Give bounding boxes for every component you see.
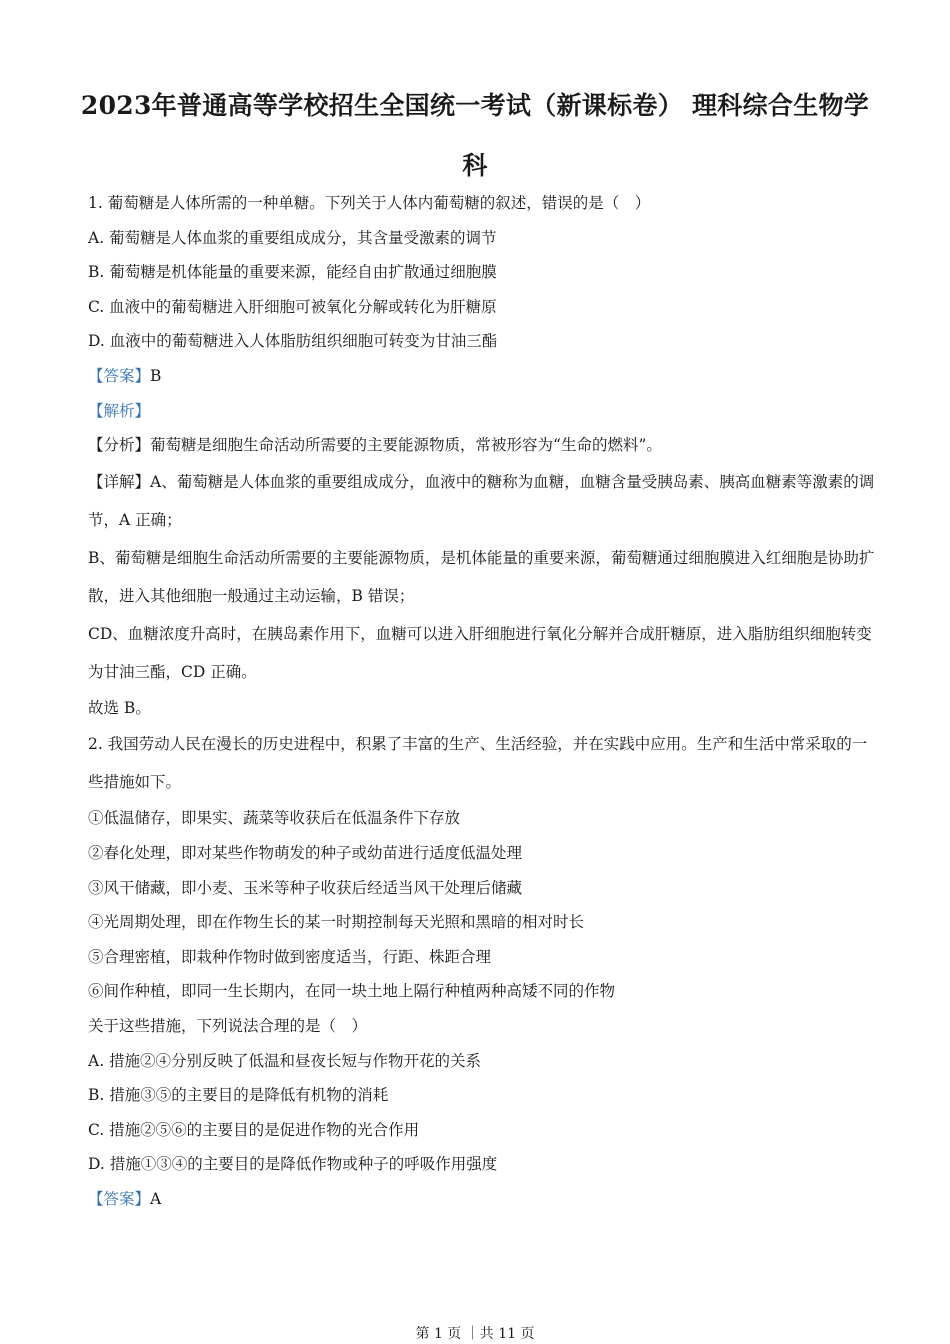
fenxi-text: 葡萄糖是细胞生命活动所需要的主要能源物质，常被形容为“生命的燃料”。 [150,436,662,455]
document-body [88,186,878,1216]
question-1-conclusion: 故选 B。 [88,698,151,717]
question-2-measure-1: ①低温储存，即果实、蔬菜等收获后在低温条件下存放 [88,809,461,828]
answer-tag: 【答案】 [88,1189,151,1208]
analysis-tag: 【解析】 [88,401,151,420]
page-footer: 第 1 页 ｜共 11 页 [415,1326,535,1342]
question-2-option-a: A. 措施②④分别反映了低温和昼夜长短与作物开花的关系 [88,1051,482,1070]
fenxi-tag: 【分析】 [88,436,151,455]
question-1-detail-cd: CD、血糖浓度升高时，在胰岛素作用下，血糖可以进入肝细胞进行氧化分解并合成肝糖原，进入脂肪组织细胞转变为甘油三酯，CD 正确。 [88,624,872,681]
question-2-measure-5: ⑤合理密植，即栽种作物时做到密度适当，行距、株距合理 [88,947,492,966]
answer-value: B [150,366,162,385]
answer-value: A [150,1189,162,1208]
question-1-analysis-heading [88,394,878,429]
question-2-answer [88,1182,878,1217]
question-2-measure-3: ③风干储藏，即小麦、玉米等种子收获后经适当风干处理后储藏 [88,878,523,897]
question-2-measure-2: ②春化处理，即对某些作物萌发的种子或幼苗进行适度低温处理 [88,843,523,862]
question-2-option-d: D. 措施①③④的主要目的是降低作物或种子的呼吸作用强度 [88,1155,498,1174]
question-1-option-d: D. 血液中的葡萄糖进入人体脂肪组织细胞可转变为甘油三酯 [88,332,498,351]
document-title: 2023年普通高等学校招生全国统一考试（新课标卷） 理科综合生物学科 [80,91,870,180]
question-1-option-b: B. 葡萄糖是机体能量的重要来源，能经自由扩散通过细胞膜 [88,263,497,282]
question-1-stem: 1. 葡萄糖是人体所需的一种单糖。下列关于人体内葡萄糖的叙述，错误的是（ ） [88,194,651,212]
detail-tag: 【详解】 [88,472,151,491]
question-2-measure-6: ⑥间作种植，即同一生长期内，在同一块土地上隔行种植两种高矮不同的作物 [88,982,616,1001]
question-2-measure-4: ④光周期处理，即在作物生长的某一时期控制每天光照和黑暗的相对时长 [88,913,585,932]
question-2-question: 关于这些措施，下列说法合理的是（ ） [88,1016,368,1035]
question-2-option-b: B. 措施③⑤的主要目的是降低有机物的消耗 [88,1086,389,1105]
question-1-fenxi [88,428,878,463]
question-1-detail-a [88,463,878,539]
question-2-option-c: C. 措施②⑤⑥的主要目的是促进作物的光合作用 [88,1120,420,1139]
question-1-option-c: C. 血液中的葡萄糖进入肝细胞可被氧化分解或转化为肝糖原 [88,297,497,316]
question-1-answer [88,359,878,394]
question-1-option-a: A. 葡萄糖是人体血浆的重要组成成分，其含量受激素的调节 [88,228,497,247]
answer-tag: 【答案】 [88,366,151,385]
question-2-stem: 2. 我国劳动人民在漫长的历史进程中，积累了丰富的生产、生活经验，并在实践中应用。生产和生活中常采取的一些措施如下。 [88,735,868,792]
question-1-detail-b: B、葡萄糖是细胞生命活动所需要的主要能源物质，是机体能量的重要来源，葡萄糖通过细胞膜进入红细胞是协助扩散，进入其他细胞一般通过主动运输，B 错误； [88,548,875,605]
detail-a-text: A、葡萄糖是人体血浆的重要组成成分，血液中的糖称为血糖，血糖含量受胰岛素、胰高血糖素等激素的调节，A 正确； [88,472,875,529]
